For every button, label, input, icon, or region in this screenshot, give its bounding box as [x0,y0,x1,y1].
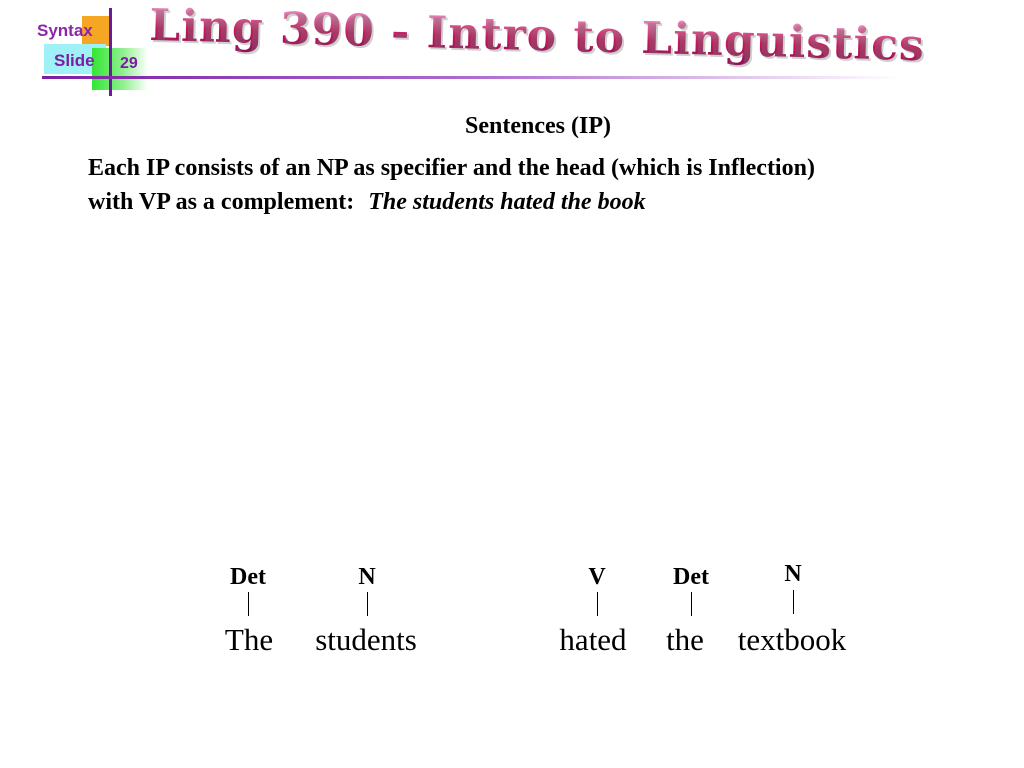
tree-word: students [315,622,417,657]
tree-word: The [224,622,274,657]
slide-body [88,151,988,219]
slide-title: Sentences (IP) [465,113,611,139]
body-line-1: Each IP consists of an NP as specifier and the head (which is Inflection) [88,155,815,181]
category-label: Det [230,564,266,590]
tree-branch-line [597,592,598,616]
category-label: N [784,561,802,587]
tree-branch-line [691,592,692,616]
tree-word: hated [559,622,627,657]
tree-branch-line [793,590,794,614]
category-label: N [358,564,376,590]
tree-word: the [666,622,704,657]
logo-vertical-line [109,8,112,96]
body-line-2-text: with VP as a complement: [88,189,355,215]
slide-label: Slide [54,51,95,70]
header-divider-line [42,76,902,79]
slide-number: 29 [120,55,138,72]
tree-branch-line [248,592,249,616]
category-label: V [588,564,606,590]
example-sentence: The students hated the book [368,189,646,215]
category-label: Det [673,564,709,590]
course-title: Ling 390 - Intro to Linguistics [148,0,926,72]
tree-word: textbook [737,622,847,657]
body-line-2 [88,185,988,219]
section-label: Syntax [37,21,93,40]
tree-branch-line [367,592,368,616]
